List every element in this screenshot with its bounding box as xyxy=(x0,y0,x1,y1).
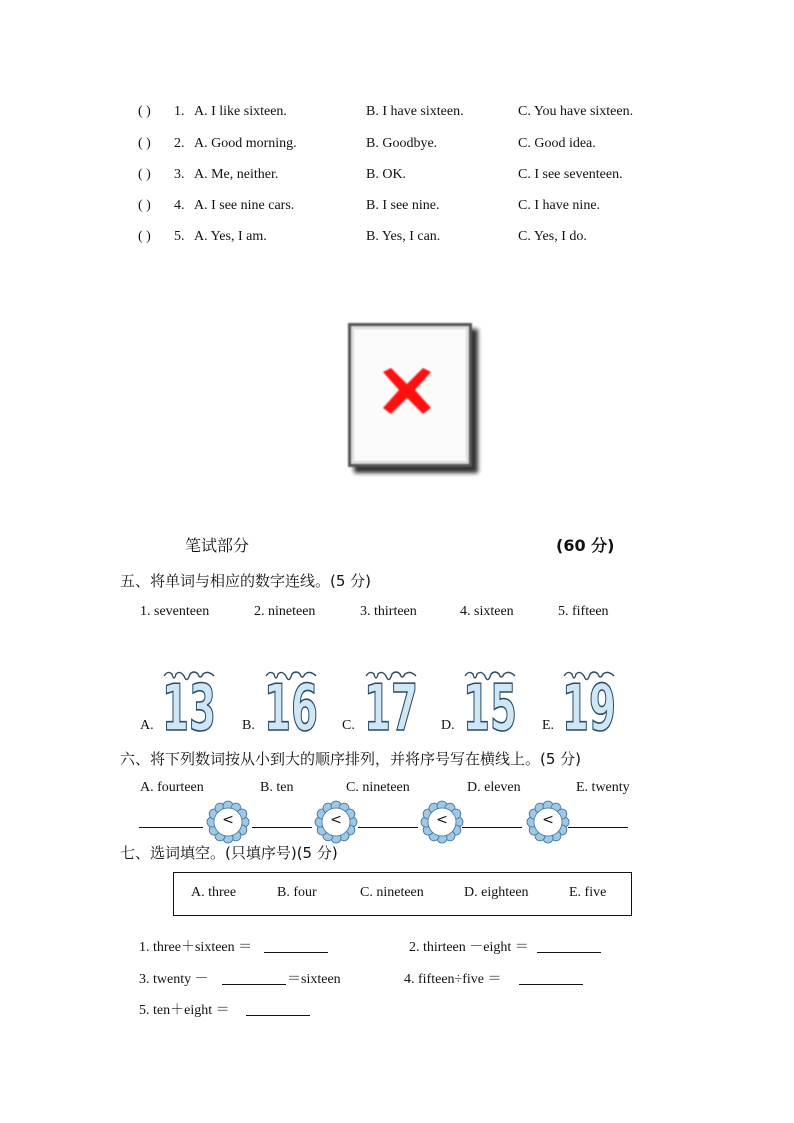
less-than-symbol: < xyxy=(542,812,554,828)
less-than-symbol: < xyxy=(222,812,234,828)
question-number: 2. xyxy=(174,136,185,151)
option-a: A. I like sixteen. xyxy=(194,104,287,119)
calc-item-1: 1. three＋sixteen ＝ xyxy=(139,940,253,955)
option-c: C. You have sixteen. xyxy=(518,104,634,119)
option-b: B. I have sixteen. xyxy=(366,104,464,119)
question-number: 4. xyxy=(174,198,185,213)
option-a: A. I see nine cars. xyxy=(194,198,295,213)
calc-item-4: 4. fifteen÷five ＝ xyxy=(404,972,502,987)
word-item: 3. thirteen xyxy=(360,604,417,619)
answer-paren[interactable]: ( ) xyxy=(138,104,151,119)
option-item: D. eleven xyxy=(467,780,521,795)
calc-blank-5[interactable] xyxy=(246,1014,310,1016)
option-item: E. twenty xyxy=(576,780,630,795)
word-bank-item: D. eighteen xyxy=(464,885,529,900)
card-label: D. xyxy=(441,718,455,733)
section7-heading: 七、选词填空。(只填序号)(5 分) xyxy=(120,844,338,862)
word-item: 2. nineteen xyxy=(254,604,316,619)
option-c: C. Yes, I do. xyxy=(518,229,587,244)
card-label: A. xyxy=(140,718,154,733)
card-number: 19 xyxy=(562,672,616,734)
written-part-score: (60 分) xyxy=(556,536,615,555)
option-a: A. Good morning. xyxy=(194,136,297,151)
question-number: 3. xyxy=(174,167,185,182)
word-bank-item: B. four xyxy=(277,885,317,900)
word-item: 4. sixteen xyxy=(460,604,514,619)
option-b: B. Yes, I can. xyxy=(366,229,441,244)
calc-item-3-after: ＝sixteen xyxy=(287,972,341,987)
card-number: 16 xyxy=(264,672,318,734)
less-than-symbol: < xyxy=(330,812,342,828)
option-c: C. I have nine. xyxy=(518,198,601,213)
question-number: 5. xyxy=(174,229,185,244)
option-b: B. Goodbye. xyxy=(366,136,438,151)
answer-paren[interactable]: ( ) xyxy=(138,229,151,244)
word-item: 5. fifteen xyxy=(558,604,609,619)
word-bank-item: C. nineteen xyxy=(360,885,424,900)
option-b: B. I see nine. xyxy=(366,198,440,213)
card-number: 13 xyxy=(162,672,216,734)
section6-heading: 六、将下列数词按从小到大的顺序排列，并将序号写在横线上。(5 分) xyxy=(120,750,582,768)
card-label: B. xyxy=(242,718,255,733)
option-a: A. Me, neither. xyxy=(194,167,279,182)
calc-blank-3[interactable] xyxy=(222,983,286,985)
option-c: C. Good idea. xyxy=(518,136,596,151)
calc-blank-1[interactable] xyxy=(264,951,328,953)
card-label: E. xyxy=(542,718,555,733)
answer-paren[interactable]: ( ) xyxy=(138,198,151,213)
answer-paren[interactable]: ( ) xyxy=(138,136,151,151)
question-number: 1. xyxy=(174,104,185,119)
word-item: 1. seventeen xyxy=(140,604,210,619)
calc-blank-4[interactable] xyxy=(519,983,583,985)
answer-paren[interactable]: ( ) xyxy=(138,167,151,182)
calc-item-2: 2. thirteen －eight ＝ xyxy=(409,940,529,955)
word-bank-item: A. three xyxy=(191,885,237,900)
option-item: A. fourteen xyxy=(140,780,204,795)
less-than-symbol: < xyxy=(436,812,448,828)
card-label: C. xyxy=(342,718,355,733)
option-item: C. nineteen xyxy=(346,780,410,795)
option-item: B. ten xyxy=(260,780,294,795)
written-part-title: 笔试部分 xyxy=(185,536,250,555)
calc-item-3-before: 3. twenty － xyxy=(139,972,209,987)
calc-blank-2[interactable] xyxy=(537,951,601,953)
calc-item-5: 5. ten＋eight ＝ xyxy=(139,1003,230,1018)
word-bank-item: E. five xyxy=(569,885,607,900)
section5-heading: 五、将单词与相应的数字连线。(5 分) xyxy=(120,572,372,590)
option-c: C. I see seventeen. xyxy=(518,167,623,182)
card-number: 17 xyxy=(364,672,418,734)
option-a: A. Yes, I am. xyxy=(194,229,267,244)
option-b: B. OK. xyxy=(366,167,407,182)
card-number: 15 xyxy=(463,672,517,734)
